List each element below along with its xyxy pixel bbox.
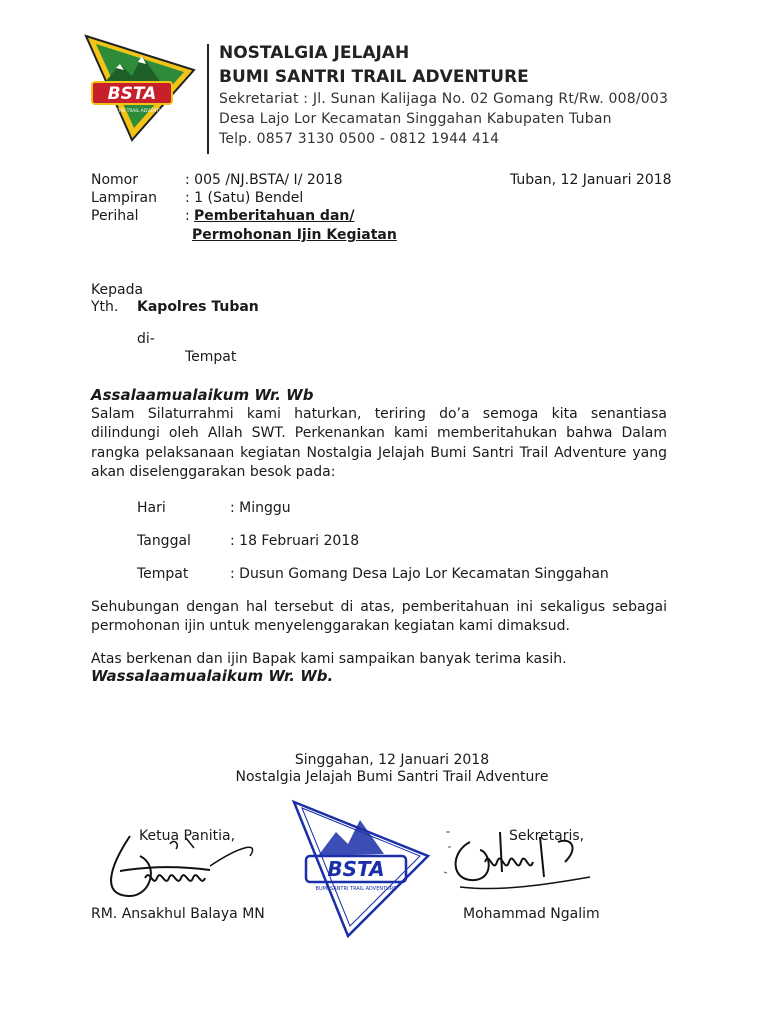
detail-hari-label: Hari — [137, 500, 166, 516]
detail-tanggal-label: Tanggal — [137, 533, 191, 549]
nomor-label: Nomor — [91, 172, 138, 188]
signature-org: Nostalgia Jelajah Bumi Santri Trail Adventure — [235, 769, 549, 785]
chairman-name: RM. Ansakhul Balaya MN — [91, 906, 265, 922]
stamp-text: BSTA — [327, 857, 385, 881]
perihal-line1: Pemberitahuan dan/ — [194, 208, 355, 224]
signature-place-date: Singgahan, 12 Januari 2018 — [294, 752, 490, 768]
di-label: di- — [137, 331, 155, 347]
phone-line: Telp. 0857 3130 0500 - 0812 1944 414 — [219, 131, 500, 147]
org-name-line2: BUMI SANTRI TRAIL ADVENTURE — [219, 67, 529, 87]
detail-tanggal-value: : 18 Februari 2018 — [230, 533, 360, 549]
perihal-colon: : — [185, 208, 190, 224]
kepada-label: Kepada — [91, 282, 144, 298]
yth-label: Yth. — [91, 299, 119, 315]
closing-greeting: Wassalaamualaikum Wr. Wb. — [91, 667, 334, 685]
logo-text: BSTA — [107, 84, 157, 104]
org-stamp — [288, 796, 434, 942]
greeting: Assalaamualaikum Wr. Wb — [91, 386, 314, 404]
address-line2: Desa Lajo Lor Kecamatan Singgahan Kabupaten Tuban — [219, 111, 612, 127]
nomor-value: : 005 /NJ.BSTA/ I/ 2018 — [185, 172, 343, 188]
detail-tempat-label: Tempat — [137, 566, 189, 582]
secretary-name: Mohammad Ngalim — [463, 906, 600, 922]
perihal-label: Perihal — [91, 208, 139, 224]
logo-subtext: BUMI SANTRI TRAIL ADVENTURE — [95, 109, 169, 114]
perihal-line2: Permohonan Ijin Kegiatan — [192, 227, 397, 243]
chairman-title: Ketua Panitia, — [139, 828, 236, 844]
detail-hari-value: : Minggu — [230, 500, 291, 516]
secretary-signature — [440, 822, 610, 912]
body-paragraph-1: Salam Silaturrahmi kami haturkan, teriring do’a semoga kita senantiasa dilindungi oleh Allah SWT. Perkenankan kami memberitahukan bahwa Dalam rangka pelaksanaan kegiatan Nostalgia Jelajah Bumi Santri Trail Adventure yang akan diselenggarakan besok pada: — [91, 406, 667, 480]
letterhead-divider — [207, 44, 209, 154]
org-name-line1: NOSTALGIA JELAJAH — [219, 43, 410, 63]
lampiran-label: Lampiran — [91, 190, 158, 206]
body-paragraph-2: Sehubungan dengan hal tersebut di atas, pemberitahuan ini sekaligus sebagai permohonan ijin untuk menyelenggarakan kegiatan kami dimaksud. — [91, 599, 667, 635]
recipient-name: Kapolres Tuban — [137, 299, 259, 315]
body-paragraph-3: Atas berkenan dan ijin Bapak kami sampaikan banyak terima kasih. — [91, 651, 567, 667]
letter-place-date: Tuban, 12 Januari 2018 — [510, 172, 672, 188]
lampiran-value: : 1 (Satu) Bendel — [185, 190, 304, 206]
detail-tempat-value: : Dusun Gomang Desa Lajo Lor Kecamatan Singgahan — [230, 566, 609, 582]
address-line1: Sekretariat : Jl. Sunan Kalijaga No. 02 Gomang Rt/Rw. 008/003 — [219, 91, 669, 107]
stamp-subtext: BUMI SANTRI TRAIL ADVENTURE — [315, 886, 397, 892]
chairman-signature — [90, 826, 290, 916]
org-logo — [80, 34, 200, 144]
secretary-title: Sekretaris, — [509, 828, 585, 844]
tempat-label: Tempat — [185, 349, 237, 365]
